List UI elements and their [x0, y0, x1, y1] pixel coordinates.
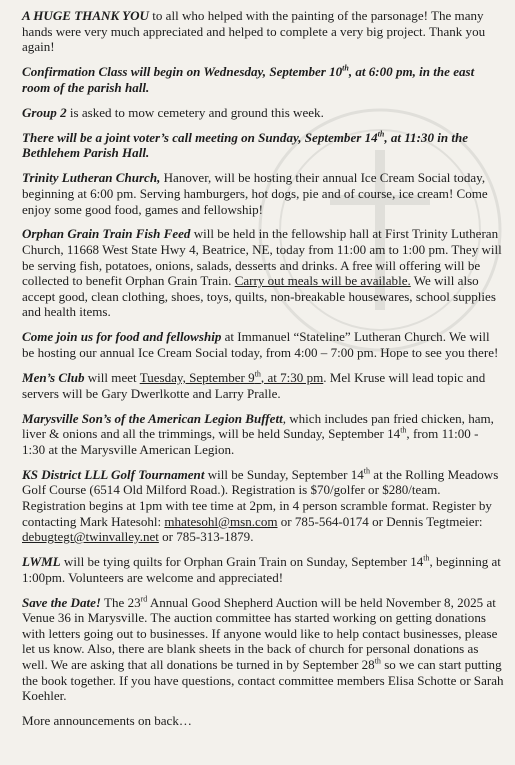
announcement-body: will meet [84, 370, 140, 386]
footer-more-announcements: More announcements on back… [22, 713, 192, 729]
announcement-body: to all who helped with the painting of the parsonage! The many hands were very much appreciated and helped to complete a very big project. Thank you again! [22, 8, 486, 55]
ordinal-suffix: th [374, 656, 381, 666]
announcement-body: , which includes pan fried chicken, ham, liver & onions and all the trimmings, will be held Sunday, September 14 [22, 410, 494, 442]
announcement-group-2 [22, 105, 504, 121]
announcement-lead: Come join us for food and fellowship [22, 329, 222, 345]
announcement-fish-feed [22, 226, 504, 320]
announcement-body: will be held in the fellowship hall at First Trinity Lutheran Church, 11668 West State Hwy 4, Beatrice, NE, today from 11:00 am to 1:00 pm. They will be serving fish, potatoes, onions, salads, desserts and drinks. A free will offering will be collected to benefit Orphan Grain Train. [22, 226, 502, 289]
announcement-body: so we can start putting the book together. If you have questions, contact committee members Elisa Schotte or Sarah Koehler. [22, 657, 504, 704]
announcement-body: We will also accept good, clean clothing, shoes, toys, quilts, non-breakable housewares, school supplies and health items. [22, 273, 496, 320]
announcement-body: will be Sunday, September 14 [204, 466, 364, 482]
announcement-lead: LWML [22, 554, 61, 570]
ordinal-suffix: th [377, 129, 385, 139]
email-link-mhatesohl[interactable]: mhatesohl@msn.com [164, 513, 278, 529]
announcement-lead: Orphan Grain Train Fish Feed [22, 226, 191, 242]
announcement-lead: Group 2 [22, 104, 67, 120]
announcement-golf-tournament [22, 467, 504, 545]
announcement-legion-buffett [22, 411, 504, 458]
announcement-confirmation-class [22, 64, 504, 95]
ordinal-suffix: rd [140, 594, 148, 604]
announcement-text: Confirmation Class will begin on Wednesday, September 10 [22, 64, 343, 80]
announcement-voters-meeting [22, 130, 504, 161]
announcement-lead: Trinity Lutheran Church, [22, 170, 161, 186]
announcement-body: Annual Good Shepherd Auction will be held November 8, 2025 at Venue 36 in Marysville. The auction committee has started working on getting donations with letters going out to businesses. If anyone would like to help contact businesses, please let us know. Also, there are blank sheets in the back of church for personal donations as well. We are asking that all donations be turned in by September 28 [22, 594, 498, 673]
announcement-body: will be tying quilts for Orphan Grain Train on Sunday, September 14 [60, 554, 424, 570]
announcement-text: , at 6:00 pm, in the east room of the parish hall. [22, 64, 475, 95]
meeting-time-text: , at 7:30 pm [260, 370, 324, 386]
announcement-lead: Men’s Club [22, 370, 85, 386]
announcement-body: at the Rolling Meadows Golf Course (6514 Old Milford Road.). Registration is $70/golfer or $280/team. Registration begins at 1pm with tee time at 2pm, in 4 person scramble format. Register by contacting Mark Hatesohl: [22, 466, 499, 529]
ordinal-suffix: th [342, 63, 349, 73]
ordinal-suffix: th [400, 425, 407, 435]
announcement-lead: KS District LLL Golf Tournament [22, 466, 205, 482]
email-link-debugtegt[interactable]: debugtegt@twinvalley.net [22, 529, 159, 545]
carry-out-note: Carry out meals will be available. [234, 273, 411, 289]
ordinal-suffix: th [363, 466, 371, 476]
announcement-body: or 785-313-1879. [158, 529, 254, 545]
announcement-text: , at 11:30 in the Bethlehem Parish Hall. [22, 129, 469, 161]
announcement-body: , from 11:00 - 1:30 at the Marysville American Legion. [22, 426, 479, 457]
ordinal-suffix: th [423, 553, 430, 563]
announcement-body: The 23 [101, 594, 141, 610]
ordinal-suffix: th [254, 369, 261, 379]
announcement-thank-you [22, 8, 504, 55]
meeting-date [140, 370, 324, 385]
announcement-lwml-quilts [22, 554, 504, 585]
meeting-date-text: Tuesday, September 9 [139, 370, 255, 386]
announcement-lead: Save the Date! [22, 594, 101, 610]
announcement-body: Hanover, will be hosting their annual Ice Cream Social today, beginning at 6:00 pm. Serving hamburgers, hot dogs, pie and of course, ice cream! Come enjoy some good food, games and fellowship! [22, 170, 488, 217]
announcement-text: There will be a joint voter’s call meeting on Sunday, September 14 [22, 129, 378, 145]
announcement-body: . Mel Kruse will lead topic and servers will be Gary Dwerlkotte and Larry Pralle. [22, 370, 486, 401]
announcement-trinity-ice-cream [22, 170, 504, 217]
announcement-body: is asked to mow cemetery and ground this week. [66, 104, 324, 120]
announcement-body: or 785-564-0174 or Dennis Tegtmeier: [277, 513, 483, 529]
announcement-mens-club [22, 370, 504, 401]
announcement-stateline-ice-cream [22, 329, 504, 360]
announcement-lead: Marysville Son’s of the American Legion Buffett [22, 410, 283, 426]
announcement-body: at Immanuel “Stateline” Lutheran Church. We will be hosting our annual Ice Cream Social today, from 4:00 – 7:00 pm. Hope to see you there! [22, 329, 499, 361]
announcement-body: , beginning at 1:00pm. Volunteers are welcome and appreciated! [22, 554, 501, 585]
announcement-lead: A HUGE THANK YOU [22, 8, 149, 23]
announcement-save-the-date [22, 595, 504, 704]
